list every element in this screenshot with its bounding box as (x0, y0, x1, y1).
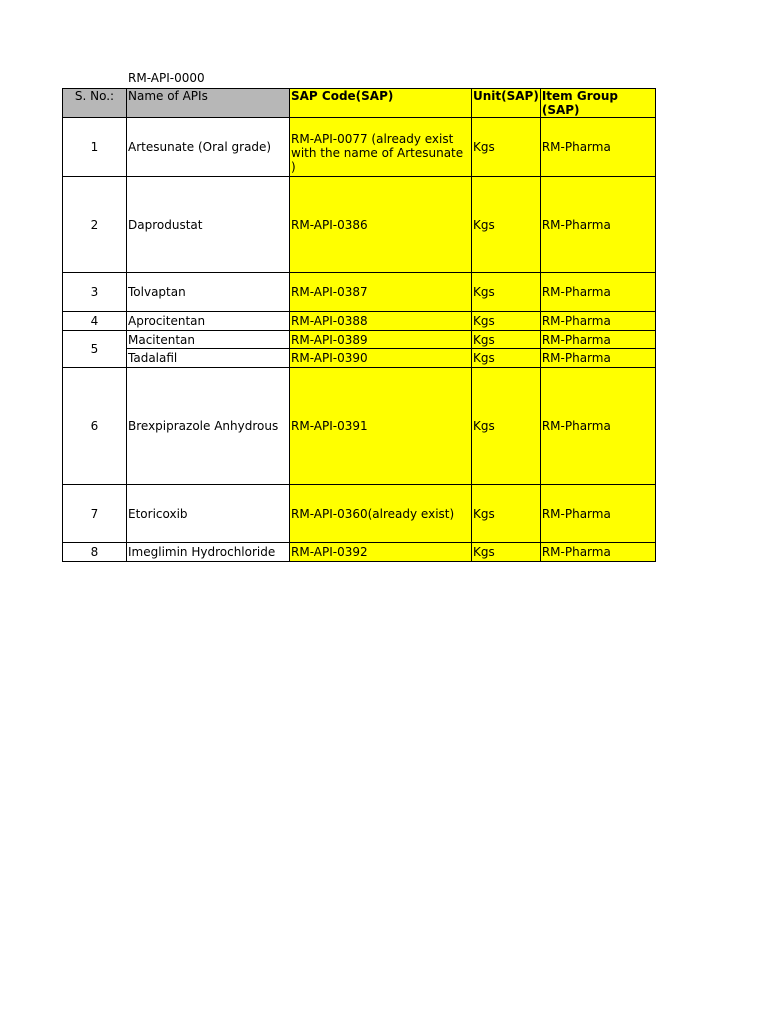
cell-sno[interactable]: 3 (63, 273, 127, 312)
cell-name[interactable]: Etoricoxib (127, 485, 290, 543)
cell-name[interactable]: Tolvaptan (127, 273, 290, 312)
cell-sap-code[interactable]: RM-API-0387 (290, 273, 472, 312)
cell-sno[interactable]: 5 (63, 331, 127, 368)
cell-name[interactable]: Macitentan (127, 331, 290, 349)
cell-unit[interactable]: Kgs (472, 312, 541, 331)
cell-sno[interactable]: 8 (63, 543, 127, 562)
cell-sap-code[interactable]: RM-API-0391 (290, 368, 472, 485)
cell-unit[interactable]: Kgs (472, 118, 541, 177)
cell-item-group[interactable]: RM-Pharma (540, 543, 655, 562)
header-sap-code: SAP Code(SAP) (290, 89, 472, 118)
header-sno: S. No.: (63, 89, 127, 118)
cell-sno[interactable]: 4 (63, 312, 127, 331)
header-unit: Unit(SAP) (472, 89, 541, 118)
table-row (63, 349, 656, 368)
cell-name[interactable]: Artesunate (Oral grade) (127, 118, 290, 177)
cell-name[interactable]: Tadalafil (127, 349, 290, 368)
table-row (63, 485, 656, 543)
table-row (63, 543, 656, 562)
cell-item-group[interactable]: RM-Pharma (540, 368, 655, 485)
cell-name[interactable]: Daprodustat (127, 177, 290, 273)
cell-unit[interactable]: Kgs (472, 331, 541, 349)
cell-sno[interactable]: 7 (63, 485, 127, 543)
cell-unit[interactable]: Kgs (472, 368, 541, 485)
header-row (63, 89, 656, 118)
cell-item-group[interactable]: RM-Pharma (540, 485, 655, 543)
cell-item-group[interactable]: RM-Pharma (540, 273, 655, 312)
cell-unit[interactable]: Kgs (472, 273, 541, 312)
cell-sap-code[interactable]: RM-API-0390 (290, 349, 472, 368)
cell-item-group[interactable]: RM-Pharma (540, 177, 655, 273)
header-name: Name of APIs (127, 89, 290, 118)
cell-item-group[interactable]: RM-Pharma (540, 349, 655, 368)
cell-name[interactable]: Imeglimin Hydrochloride (127, 543, 290, 562)
cell-sap-code[interactable]: RM-API-0360(already exist) (290, 485, 472, 543)
cell-sno[interactable]: 2 (63, 177, 127, 273)
table-row (63, 368, 656, 485)
cell-sno[interactable]: 6 (63, 368, 127, 485)
cell-name[interactable]: Brexpiprazole Anhydrous (127, 368, 290, 485)
cell-item-group[interactable]: RM-Pharma (540, 312, 655, 331)
table-row (63, 118, 656, 177)
table-row (63, 312, 656, 331)
table-row (63, 273, 656, 312)
cell-sap-code[interactable]: RM-API-0077 (already exist with the name of Artesunate ) (290, 118, 472, 177)
cell-sap-code[interactable]: RM-API-0386 (290, 177, 472, 273)
api-table (62, 88, 656, 562)
header-item-group: Item Group (SAP) (540, 89, 655, 118)
cell-sap-code[interactable]: RM-API-0392 (290, 543, 472, 562)
cell-sno[interactable]: 1 (63, 118, 127, 177)
cell-name[interactable]: Aprocitentan (127, 312, 290, 331)
sheet-title: RM-API-0000 (128, 71, 205, 85)
cell-unit[interactable]: Kgs (472, 485, 541, 543)
table-row (63, 331, 656, 349)
cell-unit[interactable]: Kgs (472, 349, 541, 368)
cell-unit[interactable]: Kgs (472, 543, 541, 562)
cell-item-group[interactable]: RM-Pharma (540, 331, 655, 349)
cell-sap-code[interactable]: RM-API-0388 (290, 312, 472, 331)
cell-sap-code[interactable]: RM-API-0389 (290, 331, 472, 349)
cell-unit[interactable]: Kgs (472, 177, 541, 273)
cell-item-group[interactable]: RM-Pharma (540, 118, 655, 177)
table-row (63, 177, 656, 273)
